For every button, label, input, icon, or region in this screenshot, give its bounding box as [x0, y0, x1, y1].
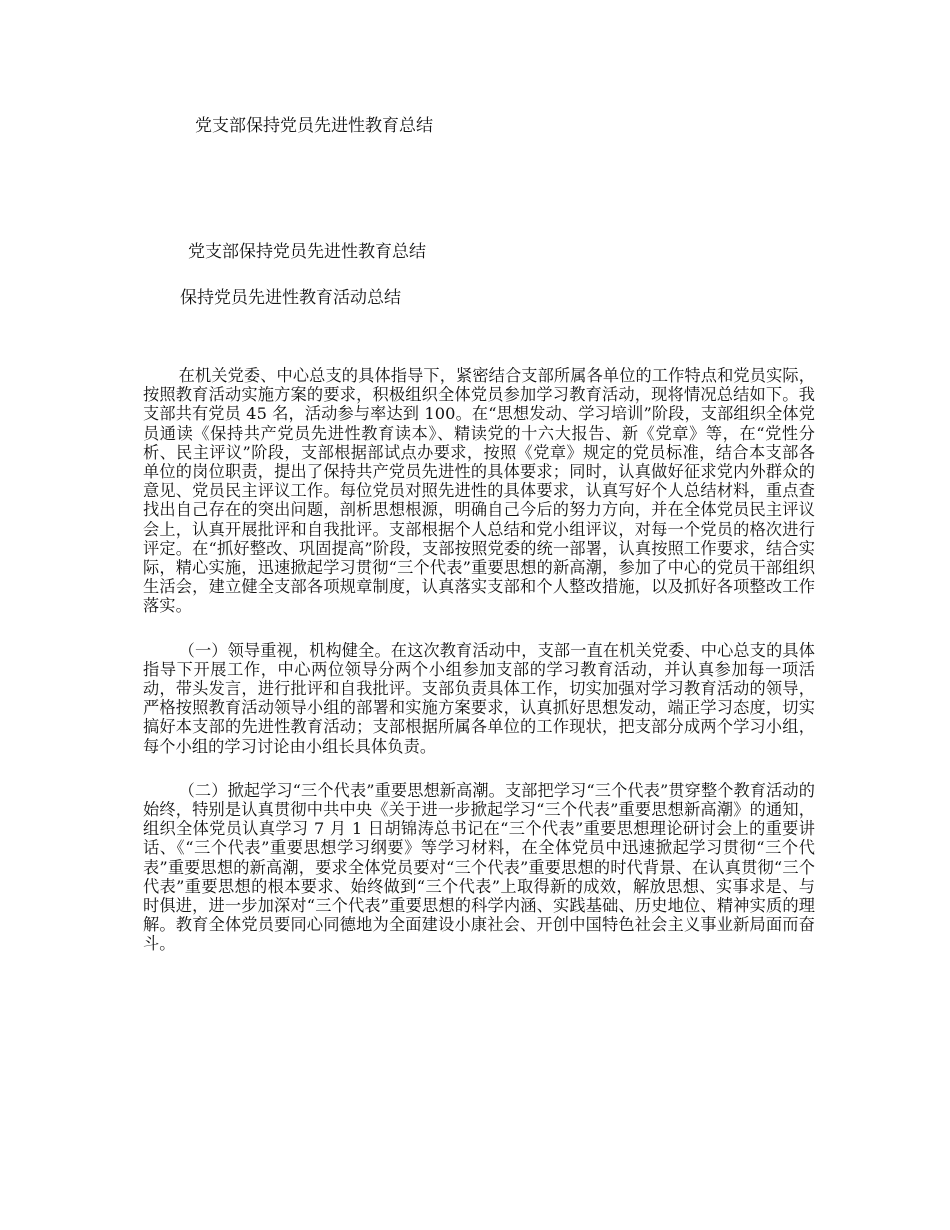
document-subtitle: 保持党员先进性教育活动总结 [180, 288, 401, 308]
document-body [143, 366, 815, 979]
paragraph-leadership: （一）领导重视，机构健全。在这次教育活动中，支部一直在机关党委、中心总支的具体指导下开展工作，中心两位领导分两个小组参加支部的学习教育活动，并认真参加每一项活动，带头发言，进行批评和自我批评。支部负责具体工作，切实加强对学习教育活动的领导，严格按照教育活动领导小组的部署和实施方案要求，认真抓好思想发动，端正学习态度，切实搞好本支部的先进性教育活动；支部根据所属各单位的工作现状，把支部分成两个学习小组，每个小组的学习讨论由小组长具体负责。 [143, 640, 815, 756]
document-title: 党支部保持党员先进性教育总结 [188, 242, 426, 262]
paragraph-intro: 在机关党委、中心总支的具体指导下，紧密结合支部所属各单位的工作特点和党员实际，按照教育活动实施方案的要求，积极组织全体党员参加学习教育活动，现将情况总结如下。我支部共有党员 45 名，活动参与率达到 100。在“思想发动、学习培训”阶段，支部组织全体党员通读《保持共产党员先进性教育读本》、精读党的十六大报告、新《党章》等，在“党性分析、民主评议”阶段，支部根据部试点办要求，按照《党章》规定的党员标准，结合本支部各单位的岗位职责，提出了保持共产党员先进性的具体要求；同时，认真做好征求党内外群众的意见、党员民主评议工作。每位党员对照先进性的具体要求，认真写好个人总结材料，重点查找出自己存在的突出问题，剖析思想根源，明确自己今后的努力方向，并在全体党员民主评议会上，认真开展批评和自我批评。支部根据个人总结和党小组评议，对每一个党员的格次进行评定。在“抓好整改、巩固提高”阶段，支部按照党委的统一部署，认真按照工作要求，结合实际，精心实施，迅速掀起学习贯彻“三个代表”重要思想的新高潮，参加了中心的党员干部组织生活会，建立健全支部各项规章制度，认真落实支部和个人整改措施，以及抓好各项整改工作落实。 [143, 366, 815, 616]
paragraph-three-represents: （二）掀起学习“三个代表”重要思想新高潮。支部把学习“三个代表”贯穿整个教育活动的始终，特别是认真贯彻中共中央《关于进一步掀起学习“三个代表”重要思想新高潮》的通知，组织全体党员认真学习 7 月 1 日胡锦涛总书记在“三个代表”重要思想理论研讨会上的重要讲话、《“三个代表”重要思想学习纲要》等学习材料，在全体党员中迅速掀起学习贯彻“三个代表”重要思想的新高潮，要求全体党员要对“三个代表”重要思想的时代背景、在认真贯彻“三个代表”重要思想的根本要求、始终做到“三个代表”上取得新的成效，解放思想、实事求是、与时俱进，进一步加深对“三个代表”重要思想的科学内涵、实践基础、历史地位、精神实质的理解。教育全体党员要同心同德地为全面建设小康社会、开创中国特色社会主义事业新局面而奋斗。 [143, 780, 815, 954]
header-title: 党支部保持党员先进性教育总结 [195, 116, 433, 136]
